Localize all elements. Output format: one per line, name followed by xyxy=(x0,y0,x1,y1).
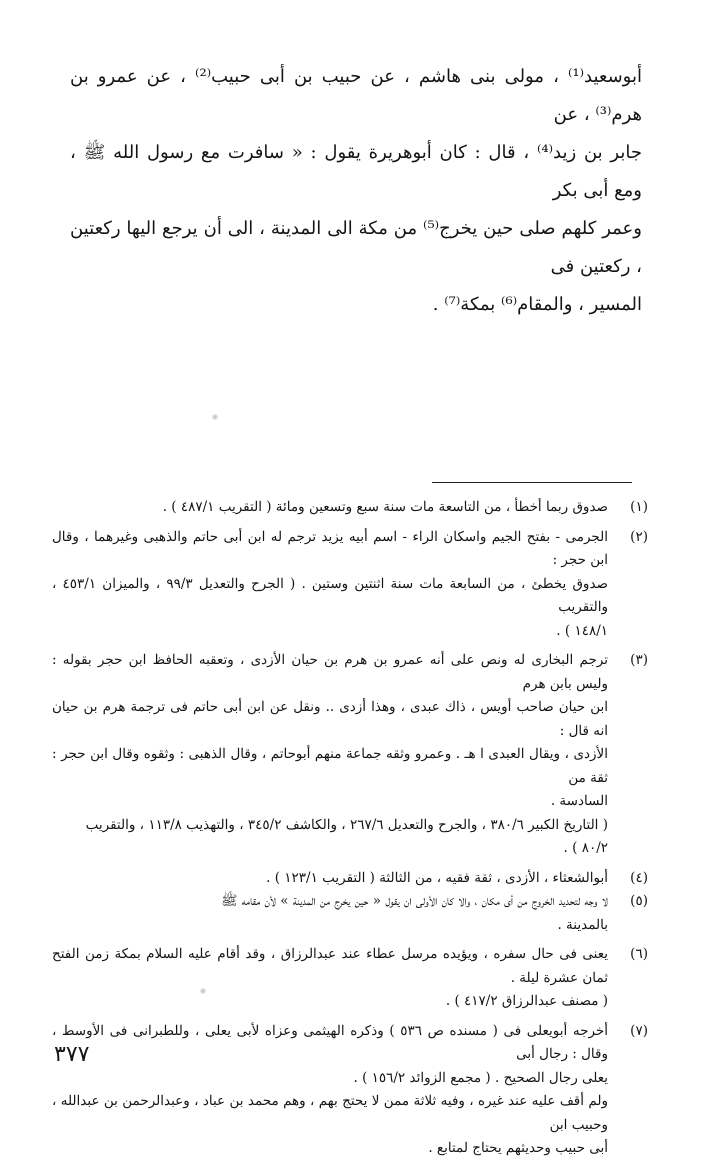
footnote-line: أخرجه أبويعلى فى ( مسنده ص ٥٣٦ ) وذكره الهيثمى وعزاه لأبى يعلى ، وللطبرانى فى الأوسط ، وقال : رجال أبى xyxy=(52,1022,608,1062)
footnote-line: ٨٠/٢ ) . xyxy=(563,840,608,856)
footnote-line: بالمدينة . xyxy=(557,916,608,933)
main-text-line: وعمر كلهم صلى حين يخرج⁽⁵⁾ من مكة الى المدينة ، الى أن يرجع اليها ركعتين ، ركعتين فى xyxy=(70,218,642,277)
footnote-line: أبى حبيب وحديثهم يحتاج لمتابع . xyxy=(428,1140,608,1156)
scan-speck xyxy=(212,414,218,420)
footnote-2 xyxy=(52,526,648,644)
page-number: ٣٧٧ xyxy=(54,1042,90,1067)
footnote-6 xyxy=(52,943,648,1014)
footnote-number: (٤) xyxy=(630,869,648,886)
footnote-line: ( التاريخ الكبير ٣٨٠/٦ ، والجرح والتعديل ٢٦٧/٦ ، والكاشف ٣٤٥/٢ ، والتهذيب ١١٣/٨ ، والتقريب xyxy=(85,816,608,833)
footnote-line: الأزدى ، ويقال العبدى ا هـ . وعمرو وثقه جماعة منهم أبوحاتم ، وقال الذهبى : وثقوه وقال ابن حجر : ثقة من xyxy=(52,746,608,786)
footnote-line: لا وجه لتحديد الخروج من أى مكان ، والا كان الأولى ان يقول « حين يخرج من المدينة » لأن مقامه ﷺ xyxy=(221,893,608,909)
footnote-line: ولم أقف عليه عند غيره ، وفيه ثلاثة ممن لا يحتج بهم ، وهم محمد بن عباد ، وعبدالرحمن بن عبدالله ، وحبيب ابن xyxy=(52,1093,608,1133)
footnote-line: الجرمى - بفتح الجيم واسكان الراء - اسم أبيه يزيد ترجم له ابن أبى حاتم والذهبى وغيرهما ، وقال ابن حجر : xyxy=(52,528,608,568)
footnote-number: (١) xyxy=(630,499,648,515)
footnote-1 xyxy=(52,496,648,520)
footnote-4 xyxy=(52,867,648,891)
footnote-3 xyxy=(52,649,648,861)
footnotes xyxy=(52,496,648,1161)
footnote-line: يعنى فى حال سفره ، ويؤيده مرسل عطاء عند عبدالرزاق ، وقد أقام عليه السلام بمكة زمن الفتح ثمان عشرة ليلة . xyxy=(52,946,608,986)
main-text-line: المسير ، والمقام⁽⁶⁾ بمكة⁽⁷⁾ . xyxy=(432,294,642,315)
footnote-line: صدوق ربما أخطأ ، من التاسعة مات سنة سبع وتسعين ومائة ( التقريب ٤٨٧/١ ) . xyxy=(162,499,608,515)
footnote-line: يعلى رجال الصحيح . ( مجمع الزوائد ١٥٦/٢ ) . xyxy=(353,1069,608,1086)
footnote-number: (٥) xyxy=(630,893,648,909)
main-text-line: أبوسعيد⁽¹⁾ ، مولى بنى هاشم ، عن حبيب بن أبى حبيب⁽²⁾ ، عن عمرو بن هرم⁽³⁾ ، عن xyxy=(70,66,642,125)
footnote-number: (٦) xyxy=(630,946,648,962)
footnote-number: (٧) xyxy=(630,1022,648,1039)
main-text-line: جابر بن زيد⁽⁴⁾ ، قال : كان أبوهريرة يقول : « سافرت مع رسول الله ﷺ ، ومع أبى بكر xyxy=(70,142,642,201)
main-text xyxy=(70,58,642,324)
footnote-line: ( مصنف عبدالرزاق ٤١٧/٢ ) . xyxy=(445,993,608,1009)
footnote-line: أبوالشعثاء ، الأزدى ، ثقة فقيه ، من الثالثة ( التقريب ١٢٣/١ ) . xyxy=(266,869,608,886)
footnote-line: ترجم البخارى له ونص على أنه عمرو بن هرم بن حيان الأزدى ، وتعقبه الحافظ ابن حجر بقوله : وليس بابن هرم xyxy=(52,652,608,692)
footnote-5 xyxy=(52,890,648,937)
footnote-line: السادسة . xyxy=(550,793,608,809)
footnote-number: (٣) xyxy=(630,652,648,668)
footnote-line: صدوق يخطئ ، من السابعة مات سنة اثنتين وستين . ( الجرح والتعديل ٩٩/٣ ، والميزان ٤٥٣/١ ، والتقريب xyxy=(52,575,609,615)
footnote-number: (٢) xyxy=(630,528,648,545)
footnote-divider xyxy=(432,482,632,483)
footnote-7 xyxy=(52,1020,648,1161)
footnote-line: ١٤٨/١ ) . xyxy=(556,622,608,639)
footnote-line: ابن حيان صاحب أويس ، ذاك عبدى ، وهذا أزدى .. ونقل عن ابن أبى حاتم فى ترجمة هرم بن حيان انه قال : xyxy=(52,699,608,739)
